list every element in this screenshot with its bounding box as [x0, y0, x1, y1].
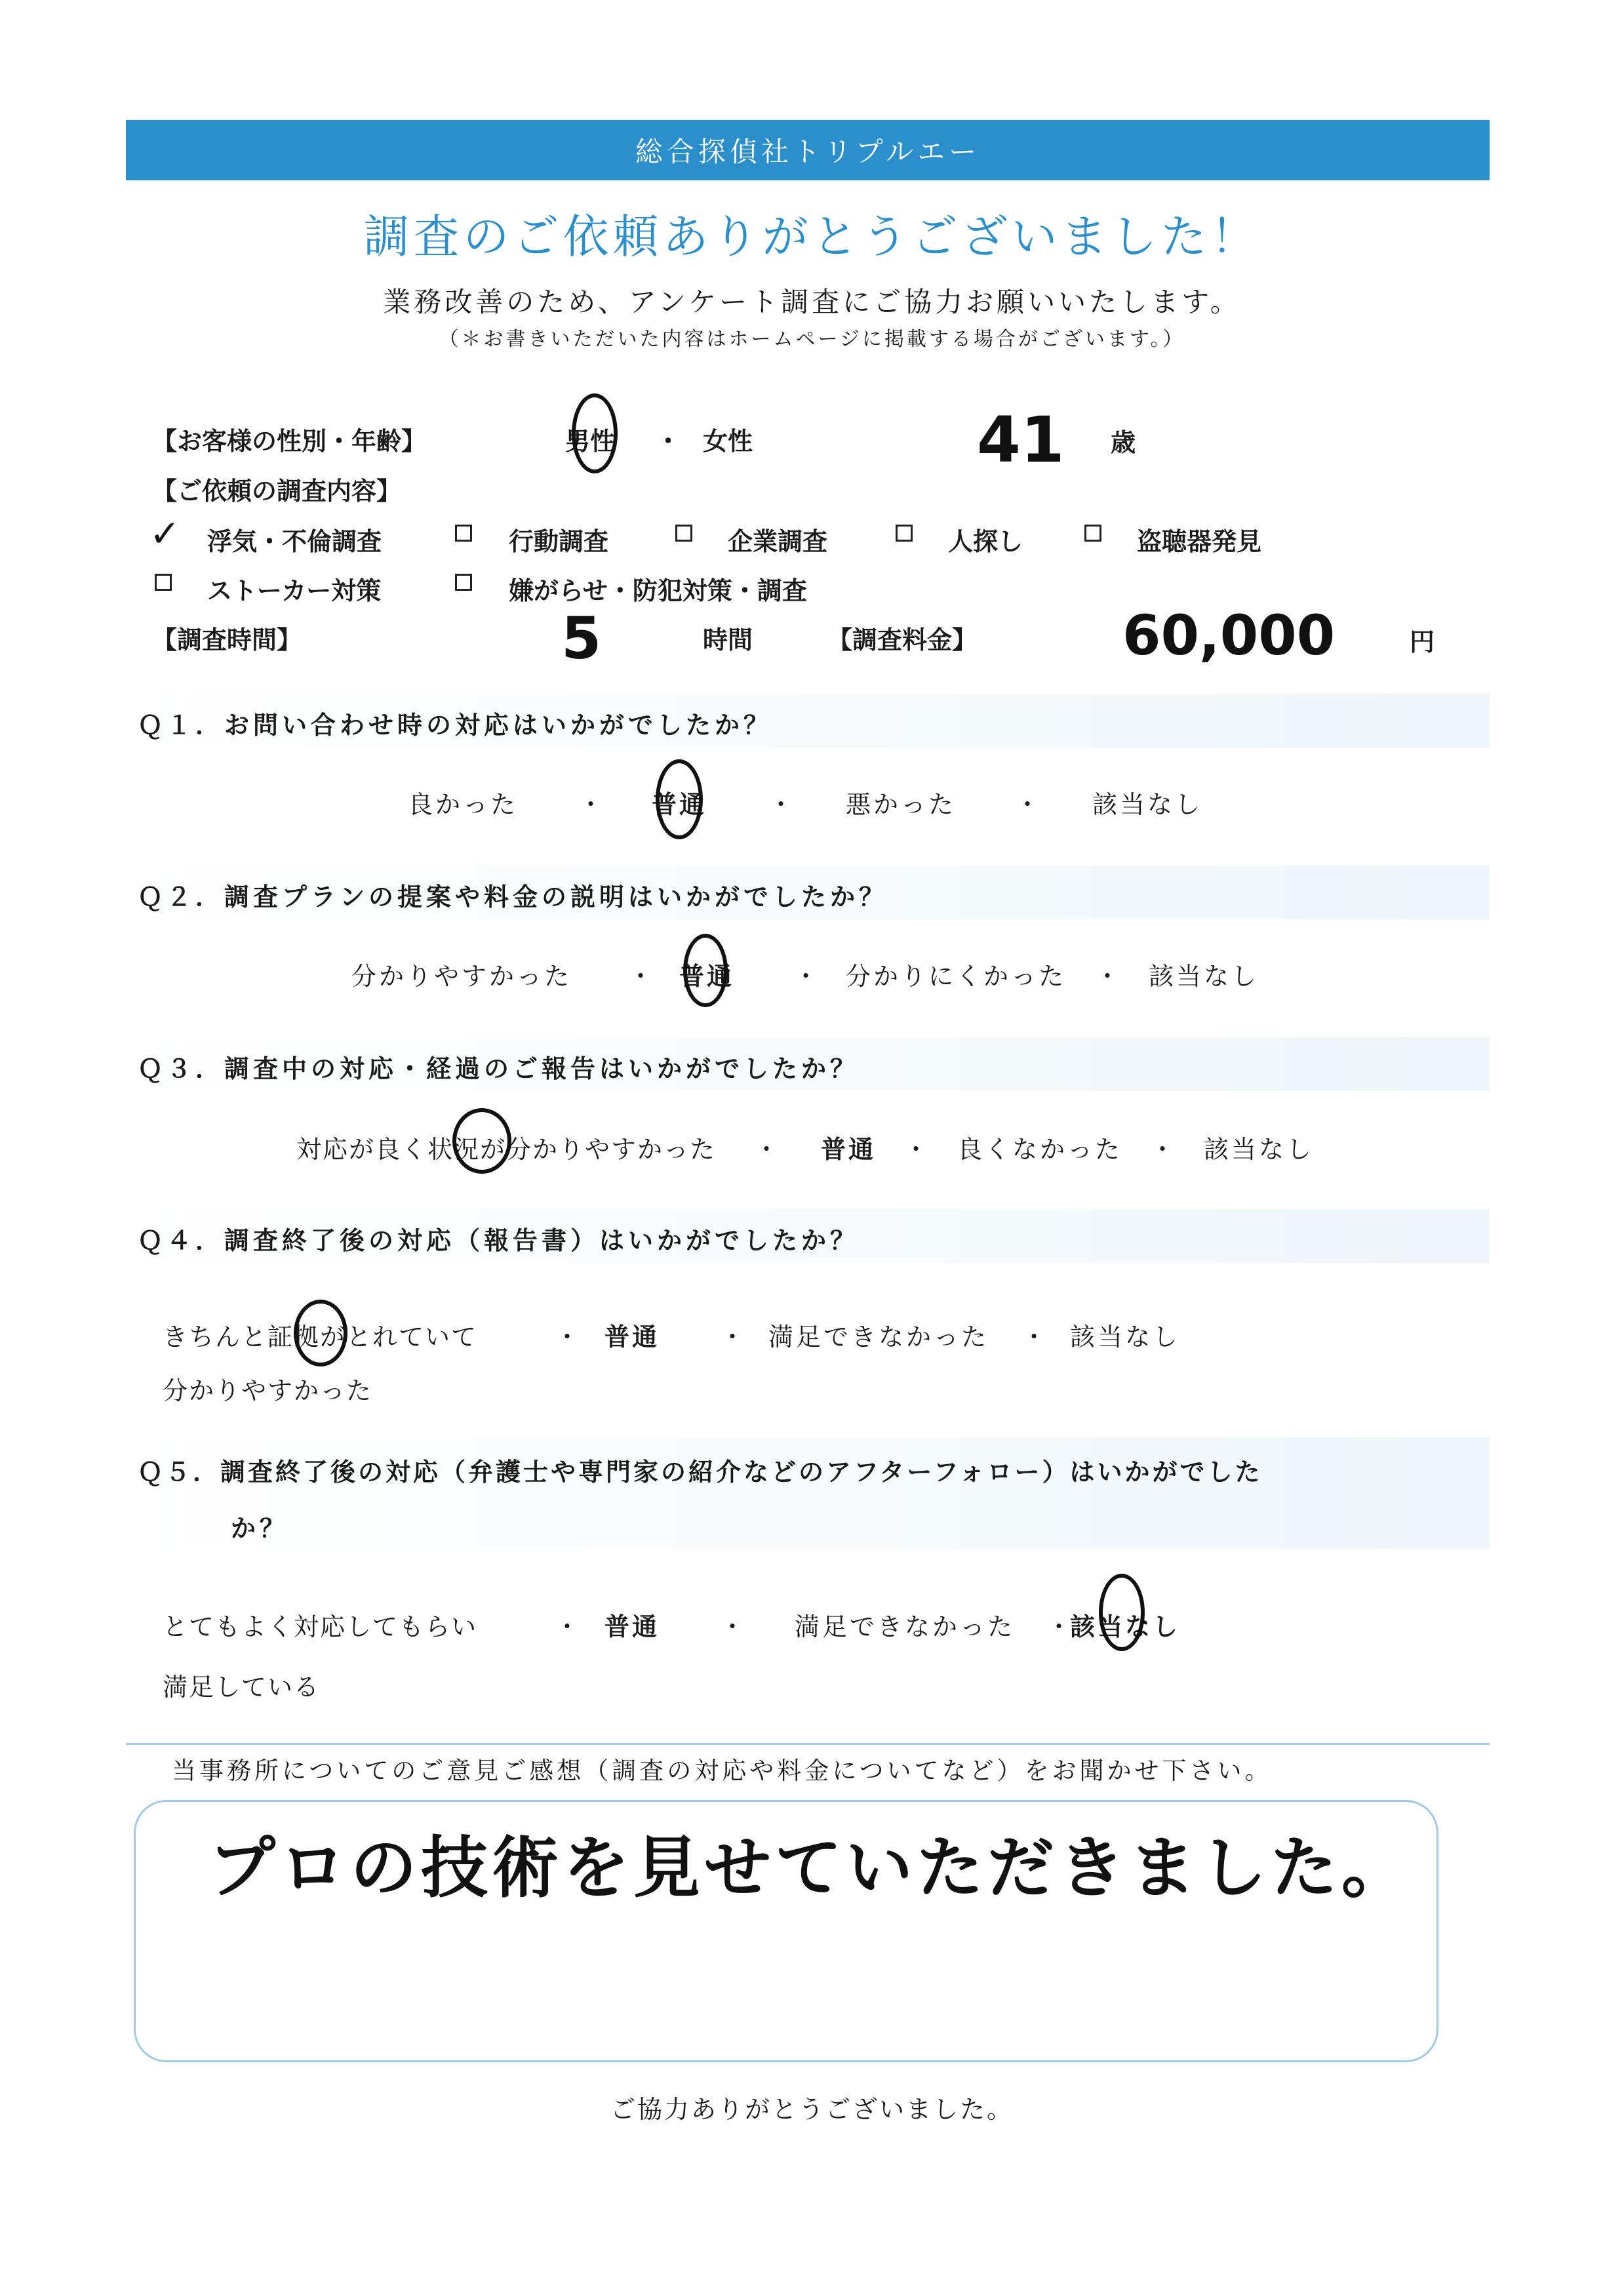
q2-circle-mark	[683, 934, 728, 1007]
separator-dot: ・	[793, 962, 822, 991]
q2-option-unclear[interactable]: 分かりにくかった	[846, 962, 1067, 991]
q5-option-normal[interactable]: 普通	[604, 1612, 660, 1641]
q2-option-clear[interactable]: 分かりやすかった	[351, 962, 572, 991]
separator-dot: ・	[1021, 1323, 1050, 1351]
gender-dot: ・	[656, 427, 681, 456]
separator-dot: ・	[1150, 1135, 1178, 1164]
time-label: 【調査時間】	[152, 626, 302, 654]
q1-option-bad[interactable]: 悪かった	[846, 790, 957, 819]
separator-dot: ・	[555, 1323, 583, 1351]
request-item-bug-detection: 盗聴器発見	[1137, 527, 1262, 556]
request-item-person-search: 人探し	[948, 527, 1023, 556]
question-1: Ｑ１．お問い合わせ時の対応はいかがでしたか？	[138, 711, 773, 740]
gender-female: 女性	[703, 427, 753, 456]
age-unit: 歳	[1111, 428, 1136, 457]
q4-option-unsatisfied[interactable]: 満足できなかった	[768, 1323, 989, 1351]
footer-thanks: ご協力ありがとうございました。	[610, 2095, 1014, 2124]
age-value: 41	[977, 403, 1065, 477]
separator-dot: ・	[628, 962, 656, 991]
q5-option-satisfied[interactable]: とてもよく対応してもらい	[163, 1612, 478, 1641]
company-banner	[126, 120, 1490, 180]
q2-option-normal[interactable]: 普通	[679, 962, 735, 991]
comment-prompt: 当事務所についてのご意見ご感想（調査の対応や料金についてなど）をお聞かせ下さい。	[172, 1757, 1273, 1785]
request-item-affair: 浮気・不倫調査	[207, 527, 382, 556]
check-mark: ✓	[149, 513, 180, 555]
separator-dot: ・	[1095, 962, 1123, 991]
fee-value: 60,000	[1122, 603, 1336, 668]
q4-option-na[interactable]: 該当なし	[1070, 1323, 1181, 1351]
q5-option-unsatisfied[interactable]: 満足できなかった	[795, 1612, 1016, 1641]
q3-option-bad[interactable]: 良くなかった	[957, 1135, 1123, 1164]
question-5: Ｑ５．調査終了後の対応（弁護士や専門家の紹介などのアフターフォロー）はいかがでした	[138, 1458, 1263, 1487]
q2-option-na[interactable]: 該当なし	[1149, 962, 1259, 991]
request-checkbox-person-search[interactable]	[896, 525, 913, 542]
question-5-line2: か？	[231, 1514, 289, 1543]
q3-option-clear[interactable]: 対応が良く状況が分かりやすかった	[296, 1135, 717, 1164]
q5-option-satisfied-line2: 満足している	[163, 1673, 321, 1702]
question-3: Ｑ３．調査中の対応・経過のご報告はいかがでしたか？	[138, 1054, 860, 1083]
request-checkbox-harassment[interactable]	[455, 574, 472, 591]
request-label: 【ご依頼の調査内容】	[152, 477, 402, 506]
fee-label: 【調査料金】	[827, 626, 978, 654]
question-4: Ｑ４．調査終了後の対応（報告書）はいかがでしたか？	[138, 1226, 860, 1255]
request-item-corporate: 企業調査	[728, 527, 828, 556]
request-checkbox-stalker[interactable]	[155, 574, 172, 591]
q3-option-na[interactable]: 該当なし	[1204, 1135, 1315, 1164]
separator-dot: ・	[555, 1612, 583, 1641]
q5-circle-mark	[1099, 1574, 1145, 1651]
fee-unit: 円	[1410, 628, 1435, 656]
gender-age-label: 【お客様の性別・年齢】	[152, 427, 427, 456]
company-name: 総合探偵社トリプルエー	[635, 136, 981, 168]
question-2: Ｑ２．調査プランの提案や料金の説明はいかがでしたか？	[138, 883, 888, 911]
q4-option-evidence[interactable]: きちんと証拠がとれていて	[163, 1323, 478, 1351]
time-value: 5	[561, 605, 602, 672]
separator-dot: ・	[1046, 1612, 1075, 1641]
q4-option-evidence-line2: 分かりやすかった	[163, 1376, 373, 1405]
q3-circle-mark	[452, 1108, 511, 1174]
q1-option-na[interactable]: 該当なし	[1092, 790, 1203, 819]
request-item-behavior: 行動調査	[509, 527, 609, 556]
separator-dot: ・	[768, 790, 797, 819]
intro-text: 業務改善のため、アンケート調査にご協力お願いいたします。	[383, 286, 1241, 318]
q1-option-normal[interactable]: 普通	[652, 790, 707, 819]
male-circle-mark	[572, 393, 618, 473]
gender-male: 男性	[565, 427, 616, 456]
separator-dot: ・	[903, 1135, 932, 1164]
section-divider	[126, 1743, 1490, 1745]
separator-dot: ・	[720, 1323, 748, 1351]
request-checkbox-corporate[interactable]	[675, 525, 692, 542]
q4-circle-mark	[294, 1300, 347, 1367]
separator-dot: ・	[754, 1135, 782, 1164]
intro-note: （＊お書きいただいた内容はホームページに掲載する場合がございます。）	[439, 328, 1185, 351]
separator-dot: ・	[578, 790, 606, 819]
q1-option-good[interactable]: 良かった	[408, 790, 519, 819]
page-title: 調査のご依頼ありがとうございました！	[363, 210, 1261, 264]
q4-option-normal[interactable]: 普通	[604, 1323, 660, 1351]
q3-option-normal[interactable]: 普通	[821, 1135, 877, 1164]
request-item-stalker: ストーカー対策	[207, 576, 382, 605]
comment-handwritten: プロの技術を見せていただきました。	[208, 1829, 1412, 1907]
separator-dot: ・	[1015, 790, 1043, 819]
request-checkbox-behavior[interactable]	[455, 525, 472, 542]
request-checkbox-bug-detection[interactable]	[1084, 525, 1101, 542]
q1-circle-mark	[656, 759, 703, 839]
request-item-harassment: 嫌がらせ・防犯対策・調査	[509, 576, 807, 605]
separator-dot: ・	[720, 1612, 748, 1641]
q5-option-na[interactable]: 該当なし	[1070, 1612, 1181, 1641]
time-unit: 時間	[703, 626, 753, 654]
